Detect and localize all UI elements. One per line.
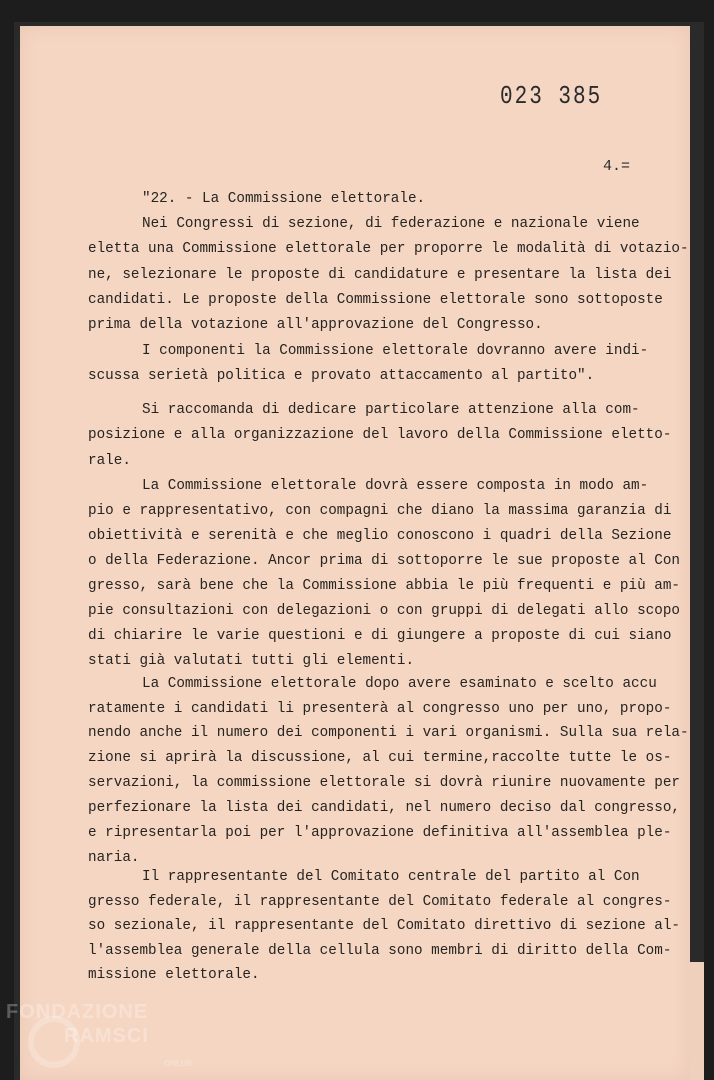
text-line: Il rappresentante del Comitato centrale del partito al Con [142, 869, 640, 885]
text-line: gresso federale, il rappresentante del Comitato federale al congres- [88, 894, 672, 910]
text-line: I componenti la Commissione elettorale dovranno avere indi- [142, 343, 649, 359]
text-line: Si raccomanda di dedicare particolare attenzione alla com- [142, 402, 640, 418]
text-line: candidati. Le proposte della Commissione elettorale sono sottoposte [88, 292, 663, 308]
section-heading: "22. - La Commissione elettorale. [142, 191, 426, 207]
text-line: rale. [88, 453, 131, 469]
page-number: 4.= [603, 158, 631, 175]
text-line: Nei Congressi di sezione, di federazione e nazionale viene [142, 216, 640, 232]
text-line: e ripresentarla poi per l'approvazione definitiva all'assemblea ple- [88, 825, 672, 841]
text-line: stati già valutati tutti gli elementi. [88, 653, 415, 669]
text-line: naria. [88, 850, 140, 866]
text-line: so sezionale, il rappresentante del Comitato direttivo di sezione al- [88, 918, 680, 934]
archive-stamp-number: 023 385 [500, 83, 603, 112]
text-line: di chiarire le varie questioni e di giungere a proposte di cui siano [88, 628, 672, 644]
watermark-line2: RAMSCI [64, 1025, 149, 1047]
text-line: scussa serietà politica e provato attaccamento al partito". [88, 368, 595, 384]
text-line: missione elettorale. [88, 967, 260, 983]
page-edge [690, 962, 704, 1080]
text-line: ratamente i candidati li presenterà al congresso uno per uno, propo- [88, 701, 672, 717]
text-line: perfezionare la lista dei candidati, nel numero deciso dal congresso, [88, 800, 680, 816]
watermark-line1: FONDAZIONE [6, 1001, 149, 1023]
text-line: La Commissione elettorale dopo avere esaminato e scelto accu [142, 676, 657, 692]
text-line: zione si aprirà la discussione, al cui termine,raccolte tutte le os- [88, 750, 672, 766]
text-line: servazioni, la commissione elettorale si dovrà riunire nuovamente per [88, 775, 680, 791]
text-line: posizione e alla organizzazione del lavoro della Commissione eletto- [88, 427, 672, 443]
text-line: pio e rappresentativo, con compagni che diano la massima garanzia di [88, 503, 672, 519]
text-line: nendo anche il numero dei componenti i vari organismi. Sulla sua rela- [88, 725, 689, 741]
text-line: o della Federazione. Ancor prima di sottoporre le sue proposte al Con [88, 553, 680, 569]
text-line: gresso, sarà bene che la Commissione abbia le più frequenti e più am- [88, 578, 680, 594]
text-line: ne, selezionare le proposte di candidature e presentare la lista dei [88, 267, 672, 283]
text-line: pie consultazioni con delegazioni o con gruppi di delegati allo scopo [88, 603, 680, 619]
text-line: obiettività e serenità e che meglio conoscono i quadri della Sezione [88, 528, 672, 544]
text-line: La Commissione elettorale dovrà essere composta in modo am- [142, 478, 649, 494]
fondazione-gramsci-watermark [6, 1000, 192, 1068]
text-line: l'assemblea generale della cellula sono membri di diritto della Com- [88, 943, 672, 959]
watermark-sub: ONLUS [164, 1059, 192, 1068]
text-line: eletta una Commissione elettorale per proporre le modalità di votazio- [88, 241, 689, 257]
text-line: prima della votazione all'approvazione del Congresso. [88, 317, 543, 333]
